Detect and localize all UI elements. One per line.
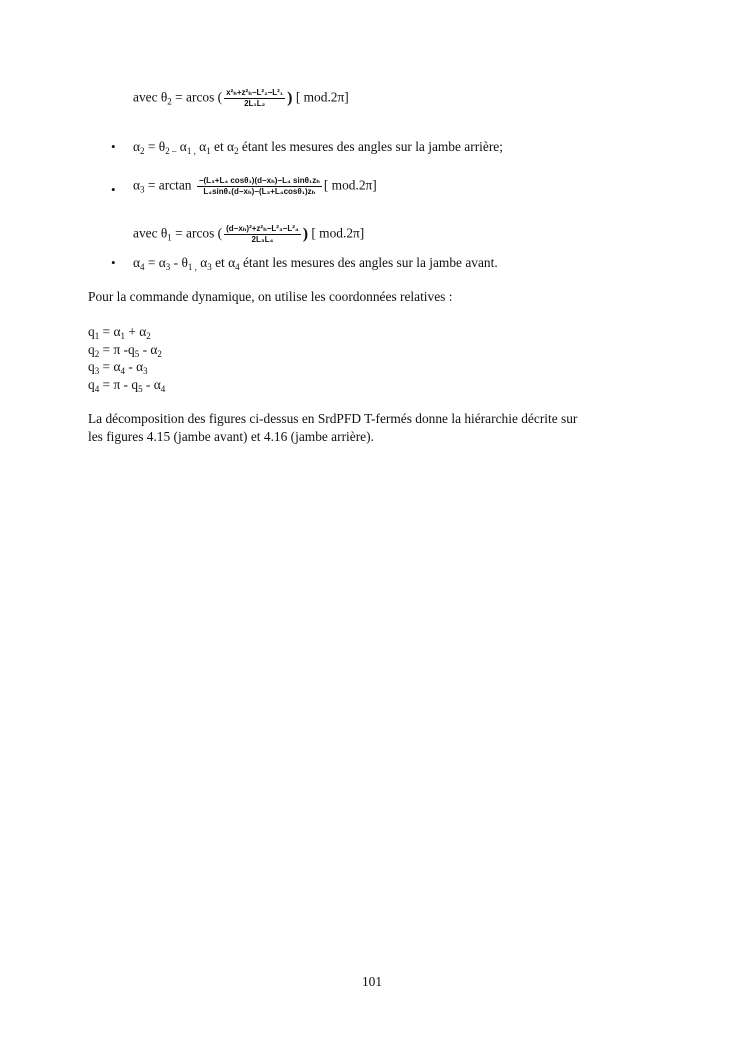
bullet-icon: • — [111, 139, 116, 154]
theta1-fraction: $\frac{\text{(d−xₕ)²+z²ₕ−L²₃−L²₄}}{\text{2L₃L₄}}$ — [226, 224, 299, 244]
page-number: 101 — [361, 974, 383, 989]
paragraph-decomposition-line2: les figures 4.15 (jambe avant) et 4.16 (jambe arrière). — [88, 429, 374, 444]
equation-q2: $q_2 = \pi$ $-q_5 - \alpha_2$ — [88, 342, 162, 359]
equation-q1: $q_1 = \alpha_1 + \alpha_2$ — [88, 324, 151, 341]
paragraph-decomposition-line1: La décomposition des figures ci-dessus en SrdPFD T-fermés donne la hiérarchie décrite sur — [88, 411, 578, 426]
equation-q3: $q_3 = \alpha_4 - \alpha_3$ — [88, 359, 148, 376]
theta2-definition: avec $\theta_2 = arcos$ ( $\frac{\text{x²ₕ+z²ₕ−L²₂−L²₁}}{\text{2L₁L₂}}$ ) [ mod.2π] — [133, 88, 349, 108]
alpha3-fraction: $\frac{\text{−(L₃+L₄ cosθ₁)(d−xₕ)−L₄ sinθ₁zₕ}}{\text{L₄sinθ₁(d−xₕ)−(L₃+L₄cosθ₁)zₕ}}$ — [198, 176, 320, 196]
paragraph-relative-coordinates: Pour la commande dynamique, on utilise les coordonnées relatives : — [88, 289, 453, 304]
alpha3-definition: $\alpha_3 = \arctan$ $\frac{\text{−(L₃+L₄ cosθ₁)(d−xₕ)−L₄ sinθ₁zₕ}}{\text{L₄sinθ₁(d−xₕ)−(L₃+L₄cosθ₁)zₕ}}$ [ mod.2π] — [133, 176, 377, 196]
theta1-definition: avec $\theta_1 = arcos$ ( $\frac{\text{(d−xₕ)²+z²ₕ−L²₃−L²₄}}{\text{2L₃L₄}}$ ) [ mod.2π] — [133, 224, 365, 244]
alpha2-definition: $\alpha_2 = \theta_{2 -}$ $\alpha_{1 ,}$ $\alpha_1$ et $\alpha_2$ étant les mesures des angles sur la jambe arrière; — [133, 139, 503, 156]
bullet-icon: • — [111, 255, 116, 270]
equation-q4: $q_4 = \pi - q_5 - \alpha_4$ — [88, 377, 166, 394]
bullet-icon: • — [111, 182, 116, 197]
theta2-fraction: $\frac{\text{x²ₕ+z²ₕ−L²₂−L²₁}}{\text{2L₁L₂}}$ — [226, 88, 284, 108]
alpha4-definition: $\alpha_4 = \alpha_3 - \theta_{1 ,}$ $\alpha_3$ et $\alpha_4$ étant les mesures des angles sur la jambe avant. — [133, 255, 498, 272]
